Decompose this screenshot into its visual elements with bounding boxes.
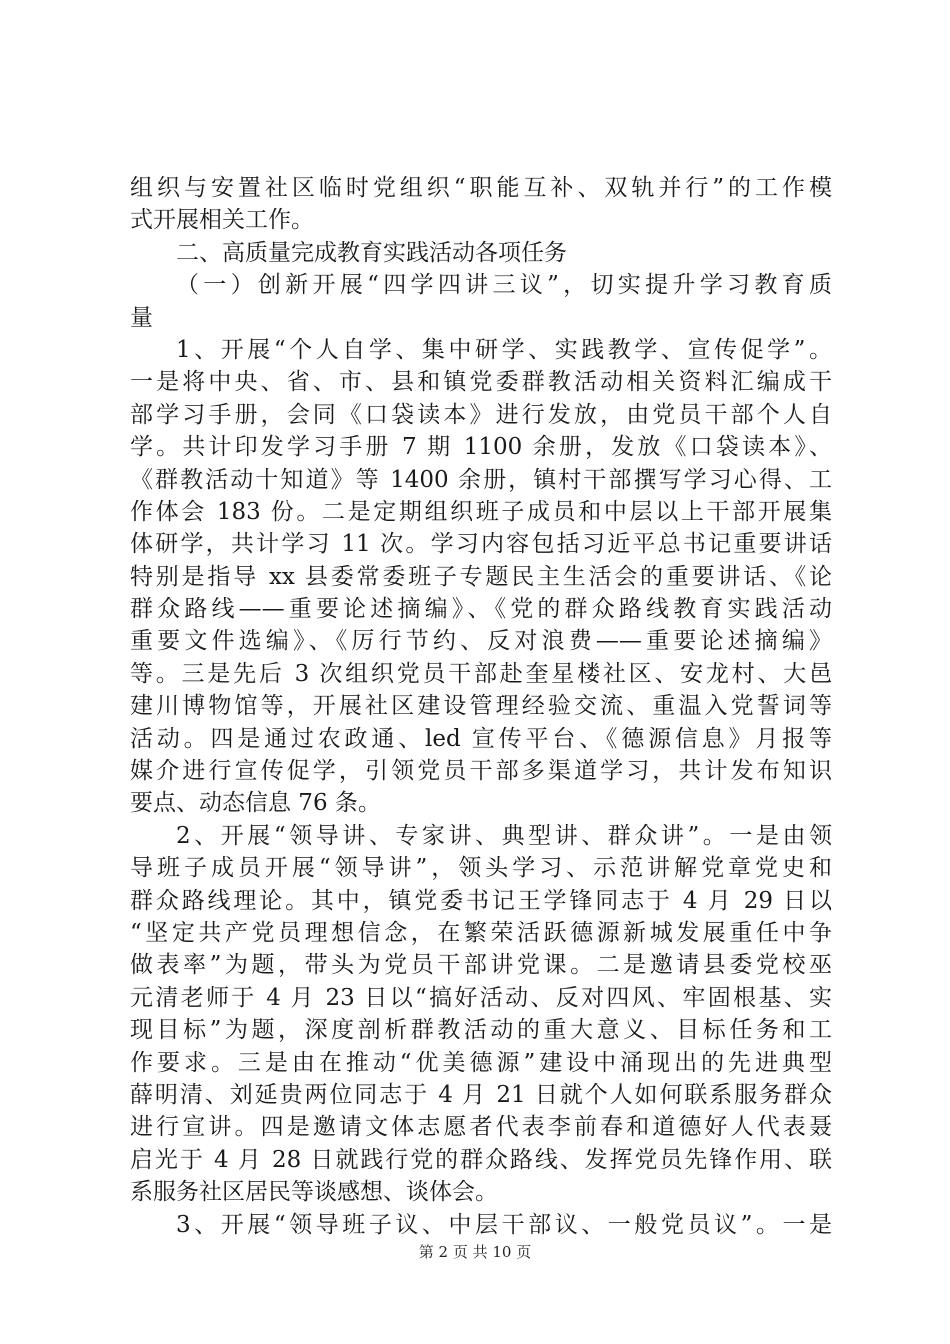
- text-line: 要点、动态信息 76 条。: [130, 790, 381, 817]
- document-body: [130, 172, 832, 1241]
- text-line: 3、开展“领导班子议、中层干部议、一般党员议”。一是: [176, 1211, 832, 1238]
- text-line: “坚定共产党员理想信念，在繁荣活跃德源新城发展重任中争: [130, 919, 832, 946]
- text-line: 活动。四是通过农政通、led 宣传平台、《德源信息》月报等: [130, 725, 832, 752]
- text-line: 2、开展“领导讲、专家讲、典型讲、群众讲”。一是由领: [176, 822, 832, 849]
- text-line: 群众路线——重要论述摘编》、《党的群众路线教育实践活动: [130, 596, 832, 623]
- text-line: 部学习手册，会同《口袋读本》进行发放，由党员干部个人自: [130, 401, 832, 428]
- text-line: 学。共计印发学习手册 7 期 1100 余册，发放《口袋读本》、: [130, 434, 832, 461]
- text-line: 体研学，共计学习 11 次。学习内容包括习近平总书记重要讲话: [130, 531, 832, 558]
- text-line: 导班子成员开展“领导讲”，领头学习、示范讲解党章党史和: [130, 855, 832, 882]
- text-line: 做表率”为题，带头为党员干部讲党课。二是邀请县委党校巫: [130, 952, 832, 979]
- text-line: 量: [130, 304, 153, 331]
- text-line: （一）创新开展“四学四讲三议”，切实提升学习教育质: [176, 272, 832, 299]
- text-line: 作体会 183 份。二是定期组织班子成员和中层以上干部开展集: [130, 498, 832, 525]
- text-line: 现目标”为题，深度剖析群教活动的重大意义、目标任务和工: [130, 1017, 832, 1044]
- text-line: 进行宣讲。四是邀请文体志愿者代表李前春和道德好人代表聂: [130, 1114, 832, 1141]
- page-footer: 第 2 页 共 10 页: [418, 1243, 532, 1261]
- text-line: 重要文件选编》、《厉行节约、反对浪费——重要论述摘编》: [130, 628, 832, 655]
- text-line: 元清老师于 4 月 23 日以“搞好活动、反对四风、牢固根基、实: [130, 984, 832, 1011]
- text-line: 1、开展“个人自学、集中研学、实践教学、宣传促学”。: [176, 336, 832, 363]
- text-line: 一是将中央、省、市、县和镇党委群教活动相关资料汇编成干: [130, 369, 832, 396]
- text-line: 媒介进行宣传促学，引领党员干部多渠道学习，共计发布知识: [130, 758, 832, 785]
- text-line: 二、高质量完成教育实践活动各项任务: [176, 239, 567, 266]
- text-line: 特别是指导 xx 县委常委班子专题民主生活会的重要讲话、《论: [130, 563, 832, 590]
- text-line: 群众路线理论。其中，镇党委书记王学锋同志于 4 月 29 日以: [130, 887, 832, 914]
- text-line: 作要求。三是由在推动“优美德源”建设中涌现出的先进典型: [130, 1049, 832, 1076]
- text-line: 系服务社区居民等谈感想、谈体会。: [130, 1179, 498, 1206]
- text-line: 启光于 4 月 28 日就践行党的群众路线、发挥党员先锋作用、联: [130, 1146, 832, 1173]
- text-line: 等。三是先后 3 次组织党员干部赴奎星楼社区、安龙村、大邑: [130, 660, 832, 687]
- text-line: 《群教活动十知道》等 1400 余册，镇村干部撰写学习心得、工: [130, 466, 832, 493]
- text-line: 建川博物馆等，开展社区建设管理经验交流、重温入党誓词等: [130, 693, 832, 720]
- text-line: 式开展相关工作。: [130, 207, 314, 234]
- text-line: 组织与安置社区临时党组织“职能互补、双轨并行”的工作模: [130, 175, 832, 201]
- text-line: 薛明清、刘延贵两位同志于 4 月 21 日就个人如何联系服务群众: [130, 1081, 832, 1108]
